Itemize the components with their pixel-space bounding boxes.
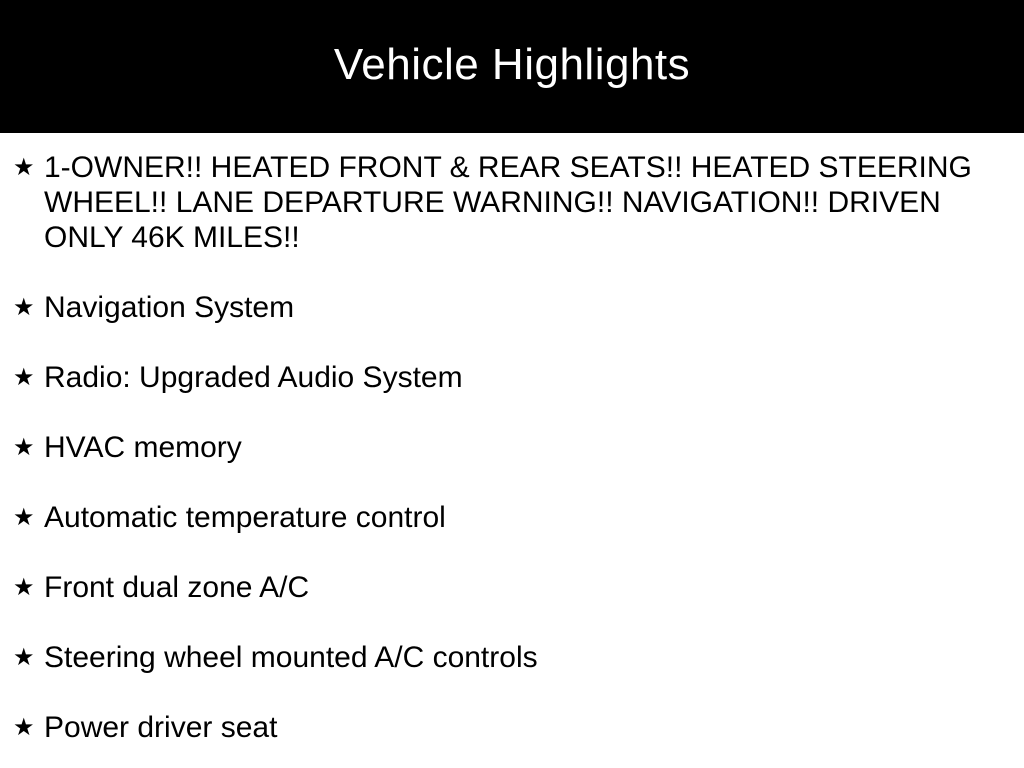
- list-item-text: Radio: Upgraded Audio System: [44, 361, 463, 394]
- star-bullet-icon: ★: [13, 154, 35, 181]
- header-band: [0, 0, 1024, 133]
- list-item: [13, 290, 994, 325]
- list-item: [13, 500, 994, 535]
- star-bullet-icon: ★: [13, 644, 35, 671]
- star-bullet-icon: ★: [13, 364, 35, 391]
- list-item-text: Power driver seat: [44, 711, 278, 744]
- list-item: [13, 640, 994, 675]
- star-bullet-icon: ★: [13, 434, 35, 461]
- page-title: Vehicle Highlights: [333, 39, 691, 89]
- list-item: [13, 570, 994, 605]
- list-item: [13, 430, 994, 465]
- star-bullet-icon: ★: [13, 574, 35, 601]
- feature-list: [0, 133, 1024, 745]
- list-item-text: 1-OWNER!! HEATED FRONT & REAR SEATS!! HEATED STEERING WHEEL!! LANE DEPARTURE WARNING!! NAVIGATION!! DRIVEN ONLY 46K MILES!!: [44, 151, 972, 254]
- list-item: [13, 360, 994, 395]
- list-item-text: Steering wheel mounted A/C controls: [44, 641, 538, 674]
- star-bullet-icon: ★: [13, 294, 35, 321]
- list-item-text: Navigation System: [44, 291, 295, 324]
- list-item-text: Front dual zone A/C: [44, 571, 310, 604]
- list-item-text: Automatic temperature control: [44, 501, 446, 534]
- list-item: [13, 710, 994, 745]
- list-item: [13, 150, 994, 255]
- star-bullet-icon: ★: [13, 504, 35, 531]
- star-bullet-icon: ★: [13, 714, 35, 741]
- list-item-text: HVAC memory: [44, 431, 242, 464]
